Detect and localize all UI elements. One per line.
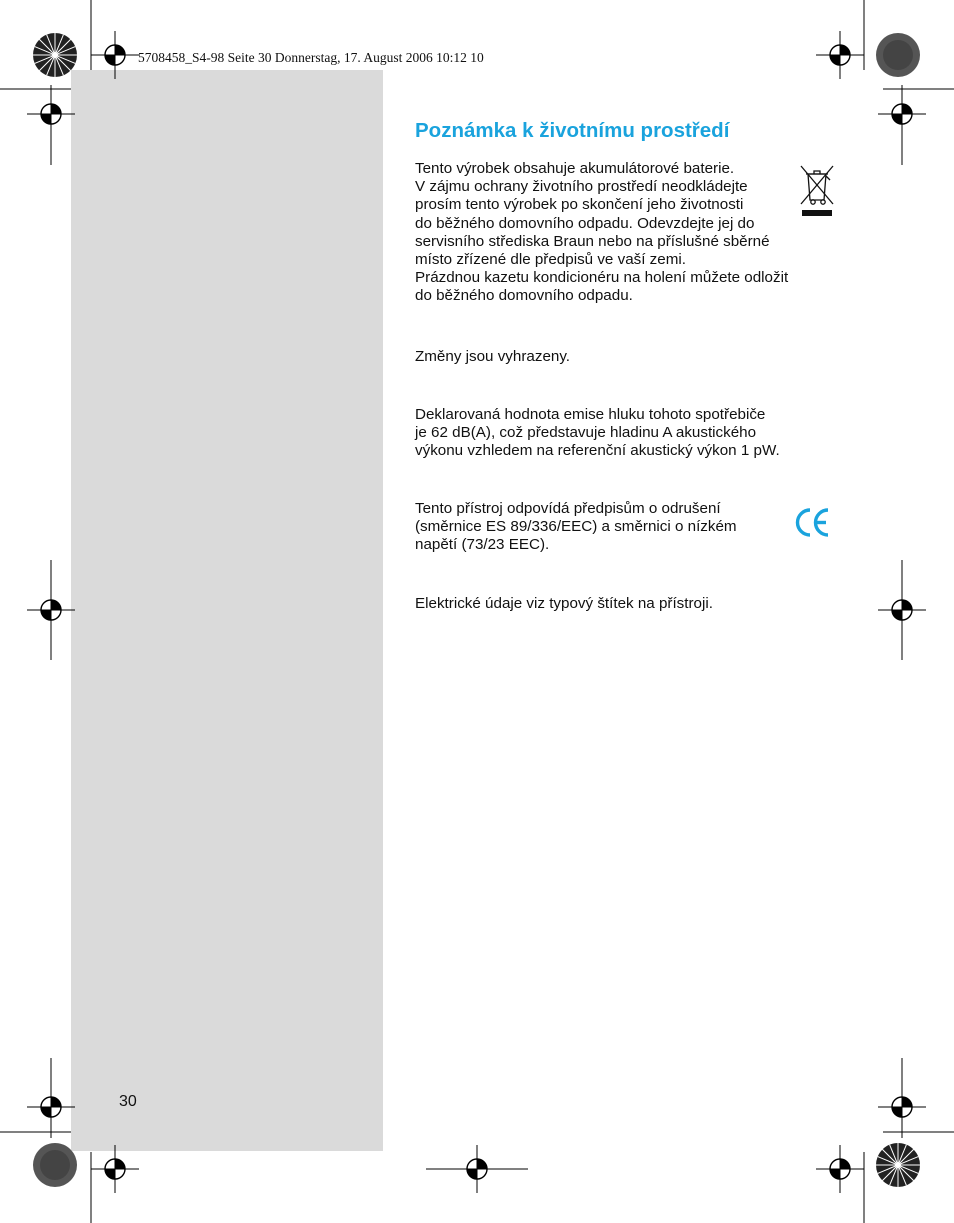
crossed-out-wheelie-bin-icon	[798, 162, 836, 218]
text-line: Změny jsou vyhrazeny.	[415, 348, 571, 365]
text-line: je 62 dB(A), což představuje hladinu A akustického	[415, 424, 757, 442]
text-line: do běžného domovního odpadu. Odevzdejte jej do	[415, 214, 755, 232]
text-line: Deklarovaná hodnota emise hluku tohoto spotřebiče	[415, 406, 766, 423]
text-line: Tento výrobek obsahuje akumulátorové baterie.	[415, 160, 735, 177]
electrical-data-paragraph	[415, 595, 713, 613]
text-line: prosím tento výrobek po skončení jeho životnosti	[415, 196, 744, 214]
page-title: Poznámka k životnímu prostředí	[415, 119, 730, 142]
text-line: V zájmu ochrany životního prostředí neodkládejte	[415, 178, 748, 196]
text-line: Tento přístroj odpovídá předpisům o odrušení	[415, 500, 721, 517]
text-line: výkonu vzhledem na referenční akustický výkon 1 pW.	[415, 442, 780, 460]
text-line: místo zřízené dle předpisů ve vaší zemi.	[415, 251, 686, 269]
compliance-paragraph	[415, 500, 737, 555]
page-number: 30	[119, 1093, 137, 1110]
changes-reserved-paragraph	[415, 348, 570, 366]
environment-paragraph	[415, 160, 788, 306]
print-slug-line: 5708458_S4-98 Seite 30 Donnerstag, 17. August 2006 10:12 10	[138, 50, 484, 65]
text-line: (směrnice ES 89/336/EEC) a směrnici o nízkém	[415, 518, 737, 536]
text-line: servisního střediska Braun nebo na příslušné sběrné	[415, 232, 770, 250]
text-line: Elektrické údaje viz typový štítek na přístroji.	[415, 595, 713, 612]
text-line: do běžného domovního odpadu.	[415, 287, 633, 305]
ce-mark-icon	[793, 506, 832, 539]
noise-emission-paragraph	[415, 406, 780, 461]
text-line: napětí (73/23 EEC).	[415, 536, 550, 554]
text-line: Prázdnou kazetu kondicionéru na holení můžete odložit	[415, 269, 789, 287]
